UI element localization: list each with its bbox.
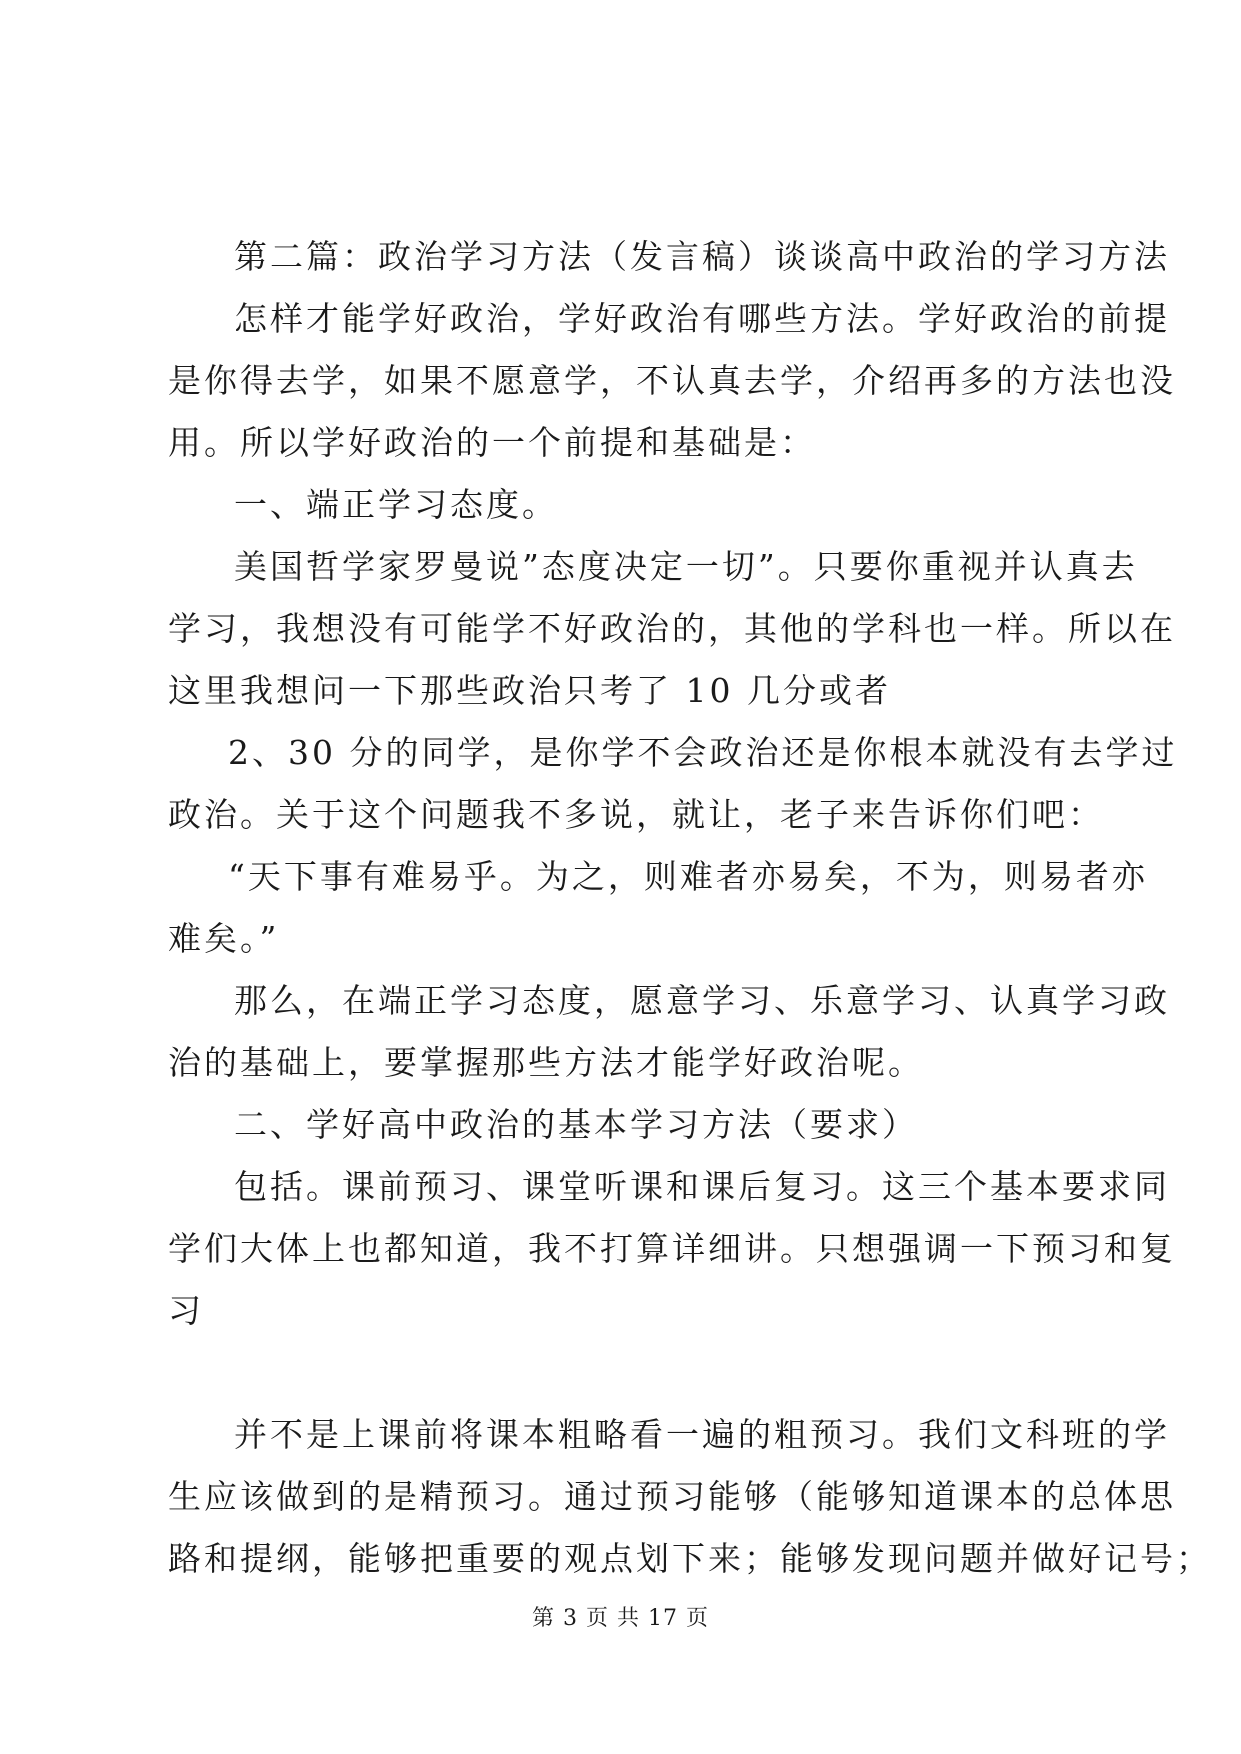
- section-heading: 第二篇：政治学习方法（发言稿）谈谈高中政治的学习方法: [234, 237, 1170, 276]
- subheading-line: 一、端正学习态度。: [234, 485, 558, 524]
- paragraph-line: 这里我想问一下那些政治只考了 10 几分或者: [168, 671, 891, 710]
- paragraph-line: 并不是上课前将课本粗略看一遍的粗预习。我们文科班的学: [234, 1415, 1170, 1454]
- quote-line: 难矣。”: [168, 919, 280, 958]
- paragraph-line: 2、30 分的同学，是你学不会政治还是你根本就没有去学过: [228, 733, 1178, 772]
- paragraph-gap: [168, 1342, 1088, 1404]
- paragraph-line: 生应该做到的是精预习。通过预习能够（能够知道课本的总体思: [168, 1477, 1176, 1516]
- paragraph-line: 治的基础上，要掌握那些方法才能学好政治呢。: [168, 1043, 924, 1082]
- paragraph-line: 那么，在端正学习态度，愿意学习、乐意学习、认真学习政: [234, 981, 1170, 1020]
- paragraph-line: 是你得去学，如果不愿意学，不认真去学，介绍再多的方法也没: [168, 361, 1176, 400]
- page-number-footer: 第 3 页 共 17 页: [532, 1606, 709, 1631]
- paragraph-line: 学习，我想没有可能学不好政治的，其他的学科也一样。所以在: [168, 609, 1176, 648]
- paragraph-line: 用。所以学好政治的一个前提和基础是：: [168, 423, 816, 462]
- paragraph-line: 怎样才能学好政治，学好政治有哪些方法。学好政治的前提: [234, 299, 1170, 338]
- subheading-line: 二、学好高中政治的基本学习方法（要求）: [234, 1105, 918, 1144]
- paragraph-line: 路和提纲，能够把重要的观点划下来；能够发现问题并做好记号；: [168, 1539, 1212, 1578]
- quote-line: “天下事有难易乎。为之，则难者亦易矣，不为，则易者亦: [228, 857, 1148, 896]
- paragraph-line: 习: [168, 1291, 204, 1330]
- paragraph-line: 包括。课前预习、课堂听课和课后复习。这三个基本要求同: [234, 1167, 1170, 1206]
- paragraph-line: 学们大体上也都知道，我不打算详细讲。只想强调一下预习和复: [168, 1229, 1176, 1268]
- paragraph-line: 美国哲学家罗曼说”态度决定一切”。只要你重视并认真去: [234, 547, 1138, 586]
- document-body: [168, 226, 1212, 1590]
- paragraph-line: 政治。关于这个问题我不多说，就让，老子来告诉你们吧：: [168, 795, 1104, 834]
